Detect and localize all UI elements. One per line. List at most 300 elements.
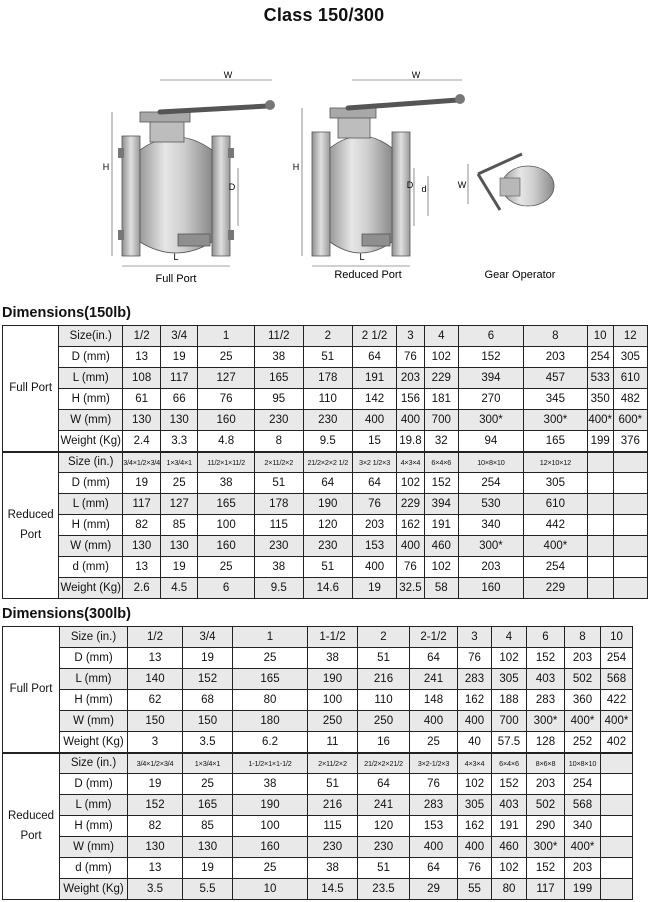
table-cell: 283 [458,669,492,690]
table-cell: 502 [565,669,601,690]
table-cell: 700 [424,410,458,431]
table-cell: 3.5 [183,732,233,753]
table-cell: 229 [397,494,425,515]
table-cell: 120 [358,816,410,837]
table-cell: 108 [123,368,161,389]
table-cell: 38 [308,648,358,669]
table-cell: 230 [303,536,352,557]
dim-w-label: W [223,70,233,80]
table-cell: 25 [198,347,255,368]
table-cell: 102 [424,557,458,578]
table-cell: 191 [492,816,527,837]
table-cell: 300* [527,711,565,732]
table-cell: 457 [524,368,588,389]
table-cell: 82 [128,816,183,837]
table-row [3,711,633,732]
table-row [3,389,648,410]
table-cell: 10 [233,879,308,900]
table-cell: 199 [565,879,601,900]
table-cell: 3/4 [161,326,198,347]
table-cell: 32.5 [397,578,425,599]
table-cell: 102 [397,473,425,494]
row-label: Size (in.) [59,452,123,473]
table-cell: 117 [161,368,198,389]
table-cell: 13 [128,858,183,879]
table-cell: 115 [254,515,303,536]
table-cell: 13 [123,557,161,578]
table-row [3,648,633,669]
table-cell: 4.8 [198,431,255,452]
table-cell: 128 [527,732,565,753]
table-cell: 153 [410,816,458,837]
table-cell [613,452,647,473]
table-cell: 120 [303,515,352,536]
table-cell: 152 [183,669,233,690]
table-cell [613,578,647,599]
table-row [3,410,648,431]
table-cell: 3 [397,326,425,347]
table-cell: 360 [565,690,601,711]
table-cell: 400* [524,536,588,557]
table-cell: 400 [458,711,492,732]
row-label: d (mm) [60,858,128,879]
table-cell: 25 [198,557,255,578]
table-cell: 345 [524,389,588,410]
table-cell: 117 [123,494,161,515]
row-label: D (mm) [59,473,123,494]
table-cell: 442 [524,515,588,536]
table-cell: 14.6 [303,578,352,599]
table-cell [601,837,633,858]
dim-l-label: L [173,252,179,262]
table-cell: 110 [303,389,352,410]
table-cell: 252 [565,732,601,753]
table-cell: 203 [565,858,601,879]
row-label: D (mm) [59,347,123,368]
table-cell: 23.5 [358,879,410,900]
gear-operator [458,154,556,281]
row-label: Size(in.) [59,326,123,347]
table-cell: 203 [524,347,588,368]
table-cell: 57.5 [492,732,527,753]
table-cell [587,473,613,494]
table-cell: 152 [458,347,523,368]
table-cell: 530 [458,494,523,515]
table-cell: 190 [308,669,358,690]
table-cell: 3.5 [128,879,183,900]
table-cell: 51 [303,347,352,368]
table-cell: 180 [233,711,308,732]
table-cell: 162 [458,690,492,711]
table-row [3,732,633,753]
table-cell: 100 [308,690,358,711]
table-cell: 400* [587,410,613,431]
table-cell: 38 [254,557,303,578]
table-cell: 230 [303,410,352,431]
table-cell: 4×3×4 [397,452,425,473]
table-cell: 100 [233,816,308,837]
table-cell: 117 [527,879,565,900]
table-row [3,473,648,494]
table-cell: 10×8×10 [565,753,601,774]
dim-d-label: D [228,182,236,192]
table-cell: 250 [358,711,410,732]
table-cell: 283 [410,795,458,816]
table-cell: 66 [161,389,198,410]
table-cell: 130 [123,410,161,431]
table-cell: 8×6×8 [527,753,565,774]
table-cell: 102 [492,858,527,879]
table-cell: 51 [358,858,410,879]
table-cell: 9.5 [303,431,352,452]
table-cell: 394 [424,494,458,515]
table-cell: 140 [128,669,183,690]
table-cell: 1×3/4×1 [161,452,198,473]
table-cell: 102 [492,648,527,669]
table-cell [601,795,633,816]
table-cell: 1 [198,326,255,347]
table-cell: 160 [233,837,308,858]
table-cell: 403 [527,669,565,690]
table-row [3,858,633,879]
table-cell: 25 [183,774,233,795]
table-cell: 94 [458,431,523,452]
table-cell: 340 [458,515,523,536]
table-cell: 254 [587,347,613,368]
table-row [3,774,633,795]
table-cell: 19 [123,473,161,494]
table-cell: 190 [233,795,308,816]
table-cell: 76 [397,557,425,578]
row-label: Size (in.) [60,627,128,648]
table-cell: 191 [424,515,458,536]
table-cell: 178 [303,368,352,389]
table-row [3,431,648,452]
table-row [3,578,648,599]
table-cell: 460 [492,837,527,858]
row-label: L (mm) [60,669,128,690]
table-cell [587,452,613,473]
table-cell: 38 [254,347,303,368]
table-row [3,879,633,900]
table-cell: 10 [587,326,613,347]
table-cell: 150 [128,711,183,732]
table-cell: 21/2×2×21/2 [358,753,410,774]
row-label: H (mm) [60,816,128,837]
table-cell: 230 [254,410,303,431]
table-cell: 19.8 [397,431,425,452]
table-cell: 4 [492,627,527,648]
table-cell: 6 [458,326,523,347]
table-cell: 533 [587,368,613,389]
table-cell: 1/2 [128,627,183,648]
table-cell [587,536,613,557]
row-label: W (mm) [59,536,123,557]
table-cell: 216 [308,795,358,816]
table-cell: 254 [458,473,523,494]
table-cell: 300* [458,410,523,431]
table-cell: 376 [613,431,647,452]
reduced-port-valve [293,70,465,281]
table-cell: 1-1/2×1×1-1/2 [233,753,308,774]
row-label: H (mm) [59,515,123,536]
table-row [3,326,648,347]
table-cell: 254 [601,648,633,669]
table-cell: 1-1/2 [308,627,358,648]
table-cell: 3/4×1/2×3/4 [128,753,183,774]
table-cell: 15 [352,431,396,452]
table-cell: 600* [613,410,647,431]
table-cell: 10 [601,627,633,648]
table-cell: 254 [565,774,601,795]
table-cell: 64 [303,473,352,494]
table-cell: 62 [128,690,183,711]
row-label: Weight (Kg) [59,578,123,599]
table-cell: 305 [458,795,492,816]
table-cell: 2.6 [123,578,161,599]
table-cell: 11 [308,732,358,753]
dimensions-300lb-table [2,626,633,900]
dim-h-label: H [102,162,110,172]
table-cell: 241 [410,669,458,690]
table-cell [613,473,647,494]
svg-text:W: W [457,180,467,190]
table-cell: 188 [492,690,527,711]
table-cell: 76 [410,774,458,795]
row-label: L (mm) [59,368,123,389]
table-row [3,753,633,774]
table-cell: 64 [358,774,410,795]
table-cell [601,858,633,879]
table-cell: 130 [128,837,183,858]
table-cell: 160 [458,578,523,599]
table-cell: 400 [410,837,458,858]
table-cell: 21/2×2×2 1/2 [303,452,352,473]
table-cell: 2 1/2 [352,326,396,347]
caption-reduced-port: Reduced Port [334,269,402,281]
table-cell: 38 [233,774,308,795]
table-cell: 152 [424,473,458,494]
table-cell: 400 [397,410,425,431]
svg-text:H: H [292,162,300,172]
table-cell: 300* [527,837,565,858]
table-cell: 1 [233,627,308,648]
table-cell: 55 [458,879,492,900]
table-cell: 51 [303,557,352,578]
table-cell: 300* [458,536,523,557]
table-cell: 156 [397,389,425,410]
table-cell: 165 [183,795,233,816]
svg-text:D: D [406,180,414,190]
valve-illustration [0,28,648,298]
table-cell: 203 [527,774,565,795]
table-cell: 162 [397,515,425,536]
table-cell: 51 [358,648,410,669]
table-row [3,669,633,690]
table-cell: 400 [352,557,396,578]
table-cell: 102 [424,347,458,368]
table-cell: 1/2 [123,326,161,347]
table-cell: 300* [524,410,588,431]
table-cell: 51 [308,774,358,795]
table-row [3,515,648,536]
table-cell: 38 [308,858,358,879]
table-cell: 152 [527,648,565,669]
table-cell: 502 [527,795,565,816]
table-cell [613,494,647,515]
table-cell: 82 [123,515,161,536]
table-cell: 4 [424,326,458,347]
table-cell: 19 [161,557,198,578]
table-cell: 80 [233,690,308,711]
group-label: Full Port [3,326,59,452]
table-cell: 130 [123,536,161,557]
table-cell: 115 [308,816,358,837]
group-label: Reduced Port [3,753,60,900]
table-cell [601,753,633,774]
dim-small-d-label: d [421,184,427,194]
table-cell: 4×3×4 [458,753,492,774]
table-cell: 700 [492,711,527,732]
table-cell: 76 [198,389,255,410]
table-cell: 142 [352,389,396,410]
row-label: W (mm) [60,711,128,732]
table-cell: 16 [358,732,410,753]
table-cell: 403 [492,795,527,816]
table-cell: 68 [183,690,233,711]
table-cell: 5.5 [183,879,233,900]
table-cell: 58 [424,578,458,599]
row-label: W (mm) [60,837,128,858]
table-cell: 14.5 [308,879,358,900]
table-cell: 11/2 [254,326,303,347]
table-cell: 51 [254,473,303,494]
table-cell: 482 [613,389,647,410]
table-cell: 85 [161,515,198,536]
table-cell: 3/4×1/2×3/4 [123,452,161,473]
table-cell: 610 [524,494,588,515]
table-row [3,816,633,837]
table-cell: 8 [254,431,303,452]
table-cell: 350 [587,389,613,410]
table-cell: 100 [198,515,255,536]
table-cell: 64 [410,648,458,669]
row-label: W (mm) [59,410,123,431]
table-cell: 165 [254,368,303,389]
table-cell: 400* [565,837,601,858]
table-cell: 152 [128,795,183,816]
table-row [3,347,648,368]
table-cell: 19 [183,648,233,669]
table-cell: 10×8×10 [458,452,523,473]
table-cell: 2 [358,627,410,648]
table-cell: 153 [352,536,396,557]
table-row [3,536,648,557]
table-cell: 152 [492,774,527,795]
table-cell: 305 [613,347,647,368]
table-cell: 80 [492,879,527,900]
table-cell: 110 [358,690,410,711]
table-cell: 6 [198,578,255,599]
table-cell: 25 [233,858,308,879]
table-row [3,837,633,858]
row-label: Size (in.) [60,753,128,774]
table-cell: 130 [183,837,233,858]
heading-150lb: Dimensions(150lb) [2,305,131,321]
table-cell: 25 [233,648,308,669]
table-cell: 8 [565,627,601,648]
table-cell: 3.3 [161,431,198,452]
table-cell: 203 [352,515,396,536]
table-cell: 3 [128,732,183,753]
table-cell: 216 [358,669,410,690]
table-cell: 76 [397,347,425,368]
table-cell: 230 [308,837,358,858]
table-cell: 230 [254,536,303,557]
table-cell: 64 [352,347,396,368]
table-cell [613,536,647,557]
table-cell: 13 [128,648,183,669]
table-cell: 152 [527,858,565,879]
table-cell: 162 [458,816,492,837]
table-cell: 127 [161,494,198,515]
table-cell: 3×2-1/2×3 [410,753,458,774]
table-cell: 203 [397,368,425,389]
heading-300lb: Dimensions(300lb) [2,606,131,622]
table-cell: 150 [183,711,233,732]
table-cell: 400 [352,410,396,431]
row-label: D (mm) [60,648,128,669]
row-label: H (mm) [60,690,128,711]
table-cell: 64 [410,858,458,879]
table-cell: 3 [458,627,492,648]
row-label: Weight (Kg) [59,431,123,452]
table-cell: 178 [254,494,303,515]
row-label: Weight (Kg) [60,879,128,900]
table-cell: 102 [458,774,492,795]
table-cell: 130 [161,410,198,431]
svg-text:W: W [411,70,421,80]
table-cell: 181 [424,389,458,410]
table-cell: 12×10×12 [524,452,588,473]
table-cell: 19 [161,347,198,368]
svg-text:L: L [359,252,365,262]
table-cell: 1×3/4×1 [183,753,233,774]
table-row [3,690,633,711]
table-cell [601,816,633,837]
row-label: d (mm) [59,557,123,578]
table-cell: 400* [601,711,633,732]
table-cell: 127 [198,368,255,389]
table-cell: 2×11/2×2 [308,753,358,774]
table-cell: 160 [198,410,255,431]
table-cell [587,578,613,599]
table-cell: 610 [613,368,647,389]
table-cell: 2 [303,326,352,347]
table-cell: 64 [352,473,396,494]
table-cell: 165 [198,494,255,515]
table-cell: 11/2×1×11/2 [198,452,255,473]
table-cell: 400 [458,837,492,858]
dimensions-150lb-table [2,325,648,599]
table-cell: 13 [123,347,161,368]
table-cell: 38 [198,473,255,494]
table-cell: 305 [524,473,588,494]
table-cell: 229 [424,368,458,389]
row-label: D (mm) [60,774,128,795]
table-cell: 76 [458,858,492,879]
table-cell [587,557,613,578]
